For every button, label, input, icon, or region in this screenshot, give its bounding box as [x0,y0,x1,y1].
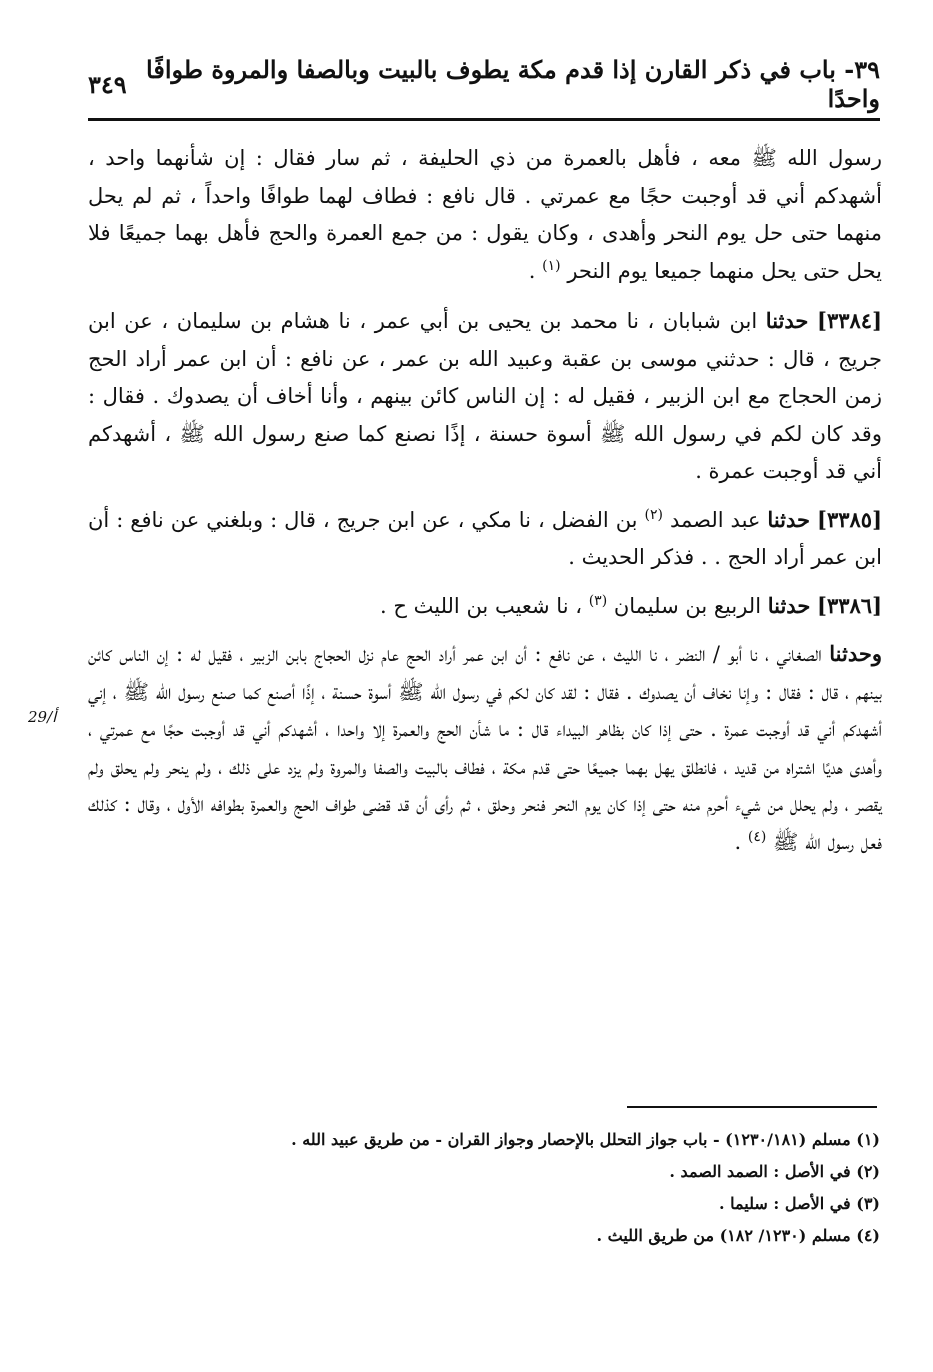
hadith-text-part-a: الربيع بن سليمان [607,593,768,618]
chapter-title: ٣٩- باب في ذكر القارن إذا قدم مكة يطوف بالبيت وبالصفا والمروة طوافًا واحدًا [146,55,880,113]
hadith-text-part-a: عبد الصمد [662,507,768,532]
footnotes [88,1124,880,1252]
footnote-ref-1[interactable]: (١) [542,257,561,274]
hadith-text: الصغاني ، نا أبو / النضر ، نا الليث ، عن نافع : أن ابن عمر أراد الحج عام نزل الحجاج بابن الزبير ، فقيل له : إن الناس كائن بينهم ، قال : فقال : وإنا نخاف أن يصدوك . فقال : لقد كان لكم في رسول الله ﷺ أسوة حسنة ، إذًا أصنع كما صنع رسول الله ﷺ ، إني أشهدكم أني قد أوجبت عمرة . حتى إذا كان بظاهر البيداء قال : ما شأن الحج والعمرة إلا واحدا ، أشهدكم أني قد أوجبت حجًا مع عمرتي ، وأهدى هديًا اشتراه من قديد ، فانطلق يهل بهما جميعًا حتى قدم مكة ، فطاف بالبيت والصفا والمروة ولم يزد على ذلك ، ولم ينحر ولم يحلق ولم يقصر ، ولم يحلل من شيء أحرم منه حتى إذا كان يوم النحر فنحر وحلق ، ثم رأى أن قد قضى طواف الحج والعمرة بطوافه الأول ، وقال : كذلك فعل رسول الله ﷺ [88,642,882,854]
footnote-ref-3[interactable]: (٣) [588,592,608,609]
footnote-2: (٢) في الأصل : الصمد الصمد . [669,1162,880,1181]
manuscript-folio-reference: 29/أ [28,708,57,726]
footnote-ref-2[interactable]: (٢) [644,506,663,523]
page-number: ٣٤٩ [88,69,127,99]
narration-keyword: حدثنا [767,506,811,532]
footnote-ref-4[interactable]: (٤) [747,828,767,845]
header-rule [88,118,880,121]
paragraph-text: رسول الله ﷺ معه ، فأهل بالعمرة من ذي الحليفة ، ثم سار فقال : إن شأنهما واحد ، أشهدكم أني قد أوجبت حجًا مع عمرتي . قال نافع : فطاف لهما طوافًا واحداً ، ثم لم يحل منهما حتى حل يوم النحر وأهدى ، وكان يقول : من جمع العمرة والحج فأهل بهما جميعًا فلا يحل حتى يحل منهما جميعا يوم النحر [88,146,882,283]
footnote-3: (٣) في الأصل : سليما . [719,1194,880,1213]
hadith-number: [٣٣٨٦] [817,592,882,618]
hadith-number: [٣٣٨٤] [817,308,882,333]
hadith-3385 [88,501,882,577]
paragraph-end: . [528,258,543,283]
footnote-4: (٤) مسلم (١٢٣٠/ ١٨٢) من طريق الليث . [596,1226,880,1245]
narration-keyword: حدثنا [767,592,811,618]
page-header [88,55,880,113]
hadith-text: ابن شبابان ، نا محمد بن يحيى بن أبي عمر ، نا هشام بن سليمان ، عن ابن جريج ، قال : حدثني موسى بن عقبة وعبيد الله بن عمر ، عن نافع : أن ابن عمر أراد الحج زمن الحجاج مع ابن الزبير ، فقيل له : إن الناس كائن بينهم ، وأنا أخاف أن يصدوك . فقال : وقد كان لكم في رسول الله ﷺ أسوة حسنة ، إذًا نصنع كما صنع رسول الله ﷺ ، أشهدكم أني قد أوجبت عمرة . [88,309,882,483]
hadith-text-part-b: بن الفضل ، نا مكي ، عن ابن جريج ، قال : وبلغني عن نافع : أن ابن عمر أراد الحج . . فذكر الحديث . [88,507,882,569]
narration-keyword: حدثنا [765,308,809,333]
main-text [88,140,882,871]
footnote-rule [627,1106,877,1108]
hadith-text-part-b: ، نا شعيب بن الليث ح . [380,593,589,618]
narration-keyword: وحدثنا [829,641,882,666]
paragraph-continuation [88,140,882,290]
hadith-3384 [88,302,882,491]
hadith-3386-second-chain [88,635,882,861]
paragraph-end: . [734,829,748,854]
footnote-1: (١) مسلم (١٢٣٠/١٨١) - باب جواز التحلل بالإحصار وجواز القران - من طريق عبيد الله . [291,1130,880,1149]
hadith-3386 [88,587,882,626]
hadith-number: [٣٣٨٥] [817,506,882,532]
